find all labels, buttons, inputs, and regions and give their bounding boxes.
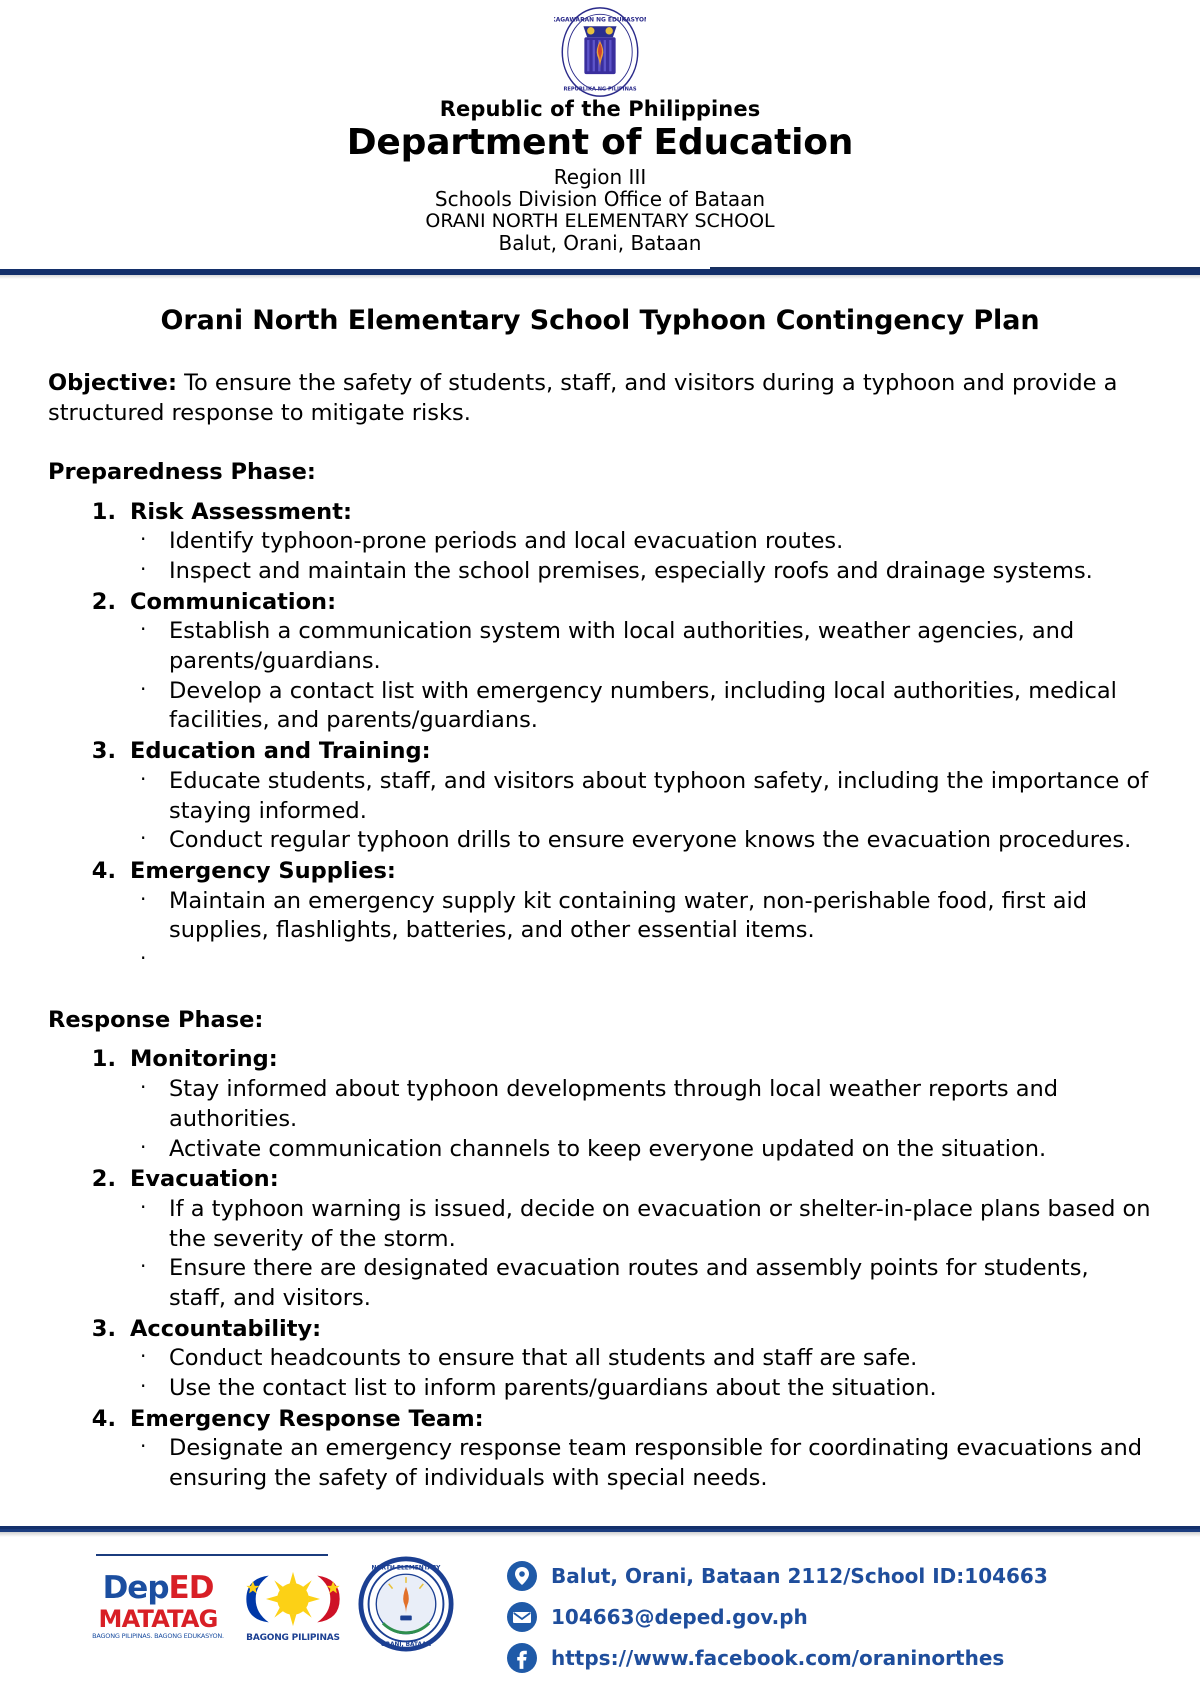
bullet-icon: · — [140, 557, 147, 582]
letterhead-department: Department of Education — [346, 121, 854, 163]
bullet-text: Activate communication channels to keep everyone updated on the situation. — [169, 1135, 1047, 1162]
contact-facebook-row[interactable] — [506, 1642, 1048, 1674]
list-item — [130, 1344, 1152, 1374]
item-title: Risk Assessment: — [130, 498, 352, 525]
page-title: Orani North Elementary School Typhoon Contingency Plan — [160, 305, 1040, 337]
list-item — [130, 1195, 1152, 1254]
bullet-text: Ensure there are designated evacuation routes and assembly points for students, staff, and visitors. — [169, 1255, 1089, 1311]
list-item — [130, 1434, 1152, 1493]
bullet-icon: · — [140, 676, 147, 701]
bullet-icon: · — [140, 1434, 147, 1459]
list-item — [48, 1165, 1152, 1313]
list-item — [48, 1315, 1152, 1404]
bagong-pilipinas-icon — [237, 1570, 349, 1628]
list-item — [130, 1254, 1152, 1313]
item-title: Accountability: — [130, 1315, 322, 1342]
list-item — [130, 527, 1152, 557]
sub-bullet-list — [130, 527, 1152, 586]
item-title: Emergency Supplies: — [130, 857, 396, 884]
contact-email-row[interactable] — [506, 1601, 1048, 1633]
sub-bullet-list — [130, 1075, 1152, 1164]
list-item — [130, 767, 1152, 826]
preparedness-list — [48, 498, 1152, 976]
sub-bullet-list — [130, 1344, 1152, 1403]
facebook-icon — [506, 1642, 538, 1674]
bullet-text: Develop a contact list with emergency numbers, including local authorities, medical facilities, and parents/guardians. — [169, 677, 1117, 734]
bullet-text: Designate an emergency response team responsible for coordinating evacuations and ensuring the safety of individuals with special needs. — [169, 1435, 1143, 1492]
item-number: 1. — [91, 498, 116, 525]
item-number: 3. — [91, 1315, 116, 1342]
bullet-icon: · — [140, 826, 147, 851]
item-title: Education and Training: — [130, 738, 431, 765]
letterhead — [0, 0, 1200, 254]
item-number: 4. — [91, 1405, 116, 1432]
item-number: 3. — [91, 738, 116, 765]
document-body — [0, 305, 1200, 1494]
list-item — [130, 1374, 1152, 1404]
bullet-text: Maintain an emergency supply kit containing water, non-perishable food, first aid supplies, flashlights, batteries, and other essential items. — [169, 887, 1088, 944]
response-list — [48, 1045, 1152, 1493]
item-number: 4. — [91, 857, 116, 884]
bullet-text: Identify typhoon-prone periods and local evacuation routes. — [169, 528, 844, 555]
contact-address-text: Balut, Orani, Bataan 2112/School ID:104663 — [551, 1564, 1048, 1588]
bullet-text: Educate students, staff, and visitors about typhoon safety, including the importance of staying informed. — [169, 767, 1149, 824]
letterhead-address: Balut, Orani, Bataan — [498, 230, 702, 255]
bullet-text: Conduct regular typhoon drills to ensure everyone knows the evacuation procedures. — [169, 827, 1132, 854]
deped-wordmark-ed: ED — [168, 1569, 214, 1606]
deped-matatag-logo — [88, 1569, 228, 1640]
page-footer — [0, 1526, 1200, 1696]
svg-text:REPUBLIKA NG PILIPINAS: REPUBLIKA NG PILIPINAS — [563, 86, 637, 93]
bullet-icon: · — [140, 617, 147, 642]
bullet-icon: · — [140, 527, 147, 552]
letterhead-region: Region III — [553, 164, 647, 189]
bullet-icon: · — [140, 945, 147, 970]
list-item — [130, 1075, 1152, 1134]
deped-wordmark — [88, 1569, 228, 1606]
bullet-icon: · — [140, 1075, 147, 1100]
deped-wordmark-dep: Dep — [102, 1569, 169, 1606]
footer-divider-shadow — [0, 1532, 1200, 1537]
letterhead-division: Schools Division Office of Bataan — [434, 187, 766, 212]
list-item — [130, 677, 1152, 736]
objective-label: Objective: — [48, 370, 177, 397]
item-number: 2. — [91, 588, 116, 615]
bullet-icon: · — [140, 886, 147, 911]
letterhead-republic: Republic of the Philippines — [439, 97, 761, 121]
bullet-icon: · — [140, 1134, 147, 1159]
item-title: Emergency Response Team: — [130, 1405, 484, 1432]
bullet-text: Conduct headcounts to ensure that all students and staff are safe. — [169, 1345, 918, 1372]
list-item — [130, 887, 1152, 946]
item-number: 2. — [91, 1166, 116, 1193]
sub-bullet-list — [130, 887, 1152, 976]
deped-seal-icon — [554, 6, 646, 98]
svg-text:KAGAWARAN NG EDUKASYON: KAGAWARAN NG EDUKASYON — [554, 17, 646, 24]
svg-text:NORTH ELEMENTARY: NORTH ELEMENTARY — [371, 1564, 441, 1572]
list-item — [48, 857, 1152, 976]
objective-text: To ensure the safety of students, staff, and visitors during a typhoon and provide a structured response to mitigate risks. — [48, 370, 1118, 426]
bullet-text: Stay informed about typhoon developments through local weather reports and authorities. — [169, 1076, 1059, 1132]
bullet-icon: · — [140, 1374, 147, 1399]
list-item — [48, 1045, 1152, 1164]
list-item — [130, 557, 1152, 587]
list-item — [48, 1405, 1152, 1494]
bullet-text: If a typhoon warning is issued, decide on evacuation or shelter-in-place plans based on the severity of the storm. — [169, 1195, 1151, 1252]
bullet-icon: · — [140, 1254, 147, 1279]
item-title: Communication: — [130, 588, 337, 615]
contact-email-text[interactable]: 104663@deped.gov.ph — [551, 1605, 808, 1629]
sub-bullet-list — [130, 1195, 1152, 1314]
header-divider — [0, 261, 1200, 279]
sub-bullet-list — [130, 1434, 1152, 1493]
item-title: Monitoring: — [130, 1046, 278, 1073]
envelope-icon — [506, 1601, 538, 1633]
list-item — [130, 1135, 1152, 1165]
letterhead-school: ORANI NORTH ELEMENTARY SCHOOL — [425, 209, 775, 232]
contact-address-row — [506, 1560, 1048, 1592]
footer-logos — [0, 1556, 454, 1656]
item-title: Evacuation: — [130, 1166, 279, 1193]
bullet-text: Inspect and maintain the school premises, especially roofs and drainage systems. — [169, 558, 1093, 585]
footer-contact-list — [506, 1560, 1048, 1674]
contact-facebook-text[interactable]: https://www.facebook.com/oraninorthes — [551, 1646, 1005, 1670]
list-item — [130, 617, 1152, 676]
list-item — [130, 826, 1152, 856]
matatag-wordmark: MATATAG — [98, 1604, 218, 1633]
list-item-empty — [130, 946, 1152, 976]
list-item — [48, 498, 1152, 587]
bullet-icon: · — [140, 1194, 147, 1219]
school-seal-icon — [358, 1556, 454, 1656]
matatag-tagline: BAGONG PILIPINAS. BAGONG EDUKASYON. — [92, 1631, 224, 1640]
location-pin-icon — [506, 1560, 538, 1592]
header-divider-notch — [0, 267, 710, 269]
bagong-pilipinas-logo — [234, 1570, 352, 1643]
item-number: 1. — [91, 1046, 116, 1073]
deped-seal-container — [0, 6, 1200, 98]
bullet-icon: · — [140, 1344, 147, 1369]
list-item — [48, 737, 1152, 856]
bagong-pilipinas-caption: BAGONG PILIPINAS — [246, 1632, 340, 1643]
list-item — [48, 588, 1152, 736]
objective-paragraph — [48, 369, 1152, 428]
section-heading-response: Response Phase: — [48, 1006, 264, 1033]
sub-bullet-list — [130, 767, 1152, 856]
section-heading-preparedness: Preparedness Phase: — [48, 459, 316, 486]
bullet-icon: · — [140, 766, 147, 791]
header-divider-shadow — [0, 275, 1200, 279]
bullet-text: Establish a communication system with local authorities, weather agencies, and parents/guardians. — [169, 618, 1075, 675]
sub-bullet-list — [130, 617, 1152, 736]
svg-text:ORANI, BATAAN: ORANI, BATAAN — [380, 1642, 432, 1649]
bullet-text: Use the contact list to inform parents/guardians about the situation. — [169, 1375, 937, 1402]
